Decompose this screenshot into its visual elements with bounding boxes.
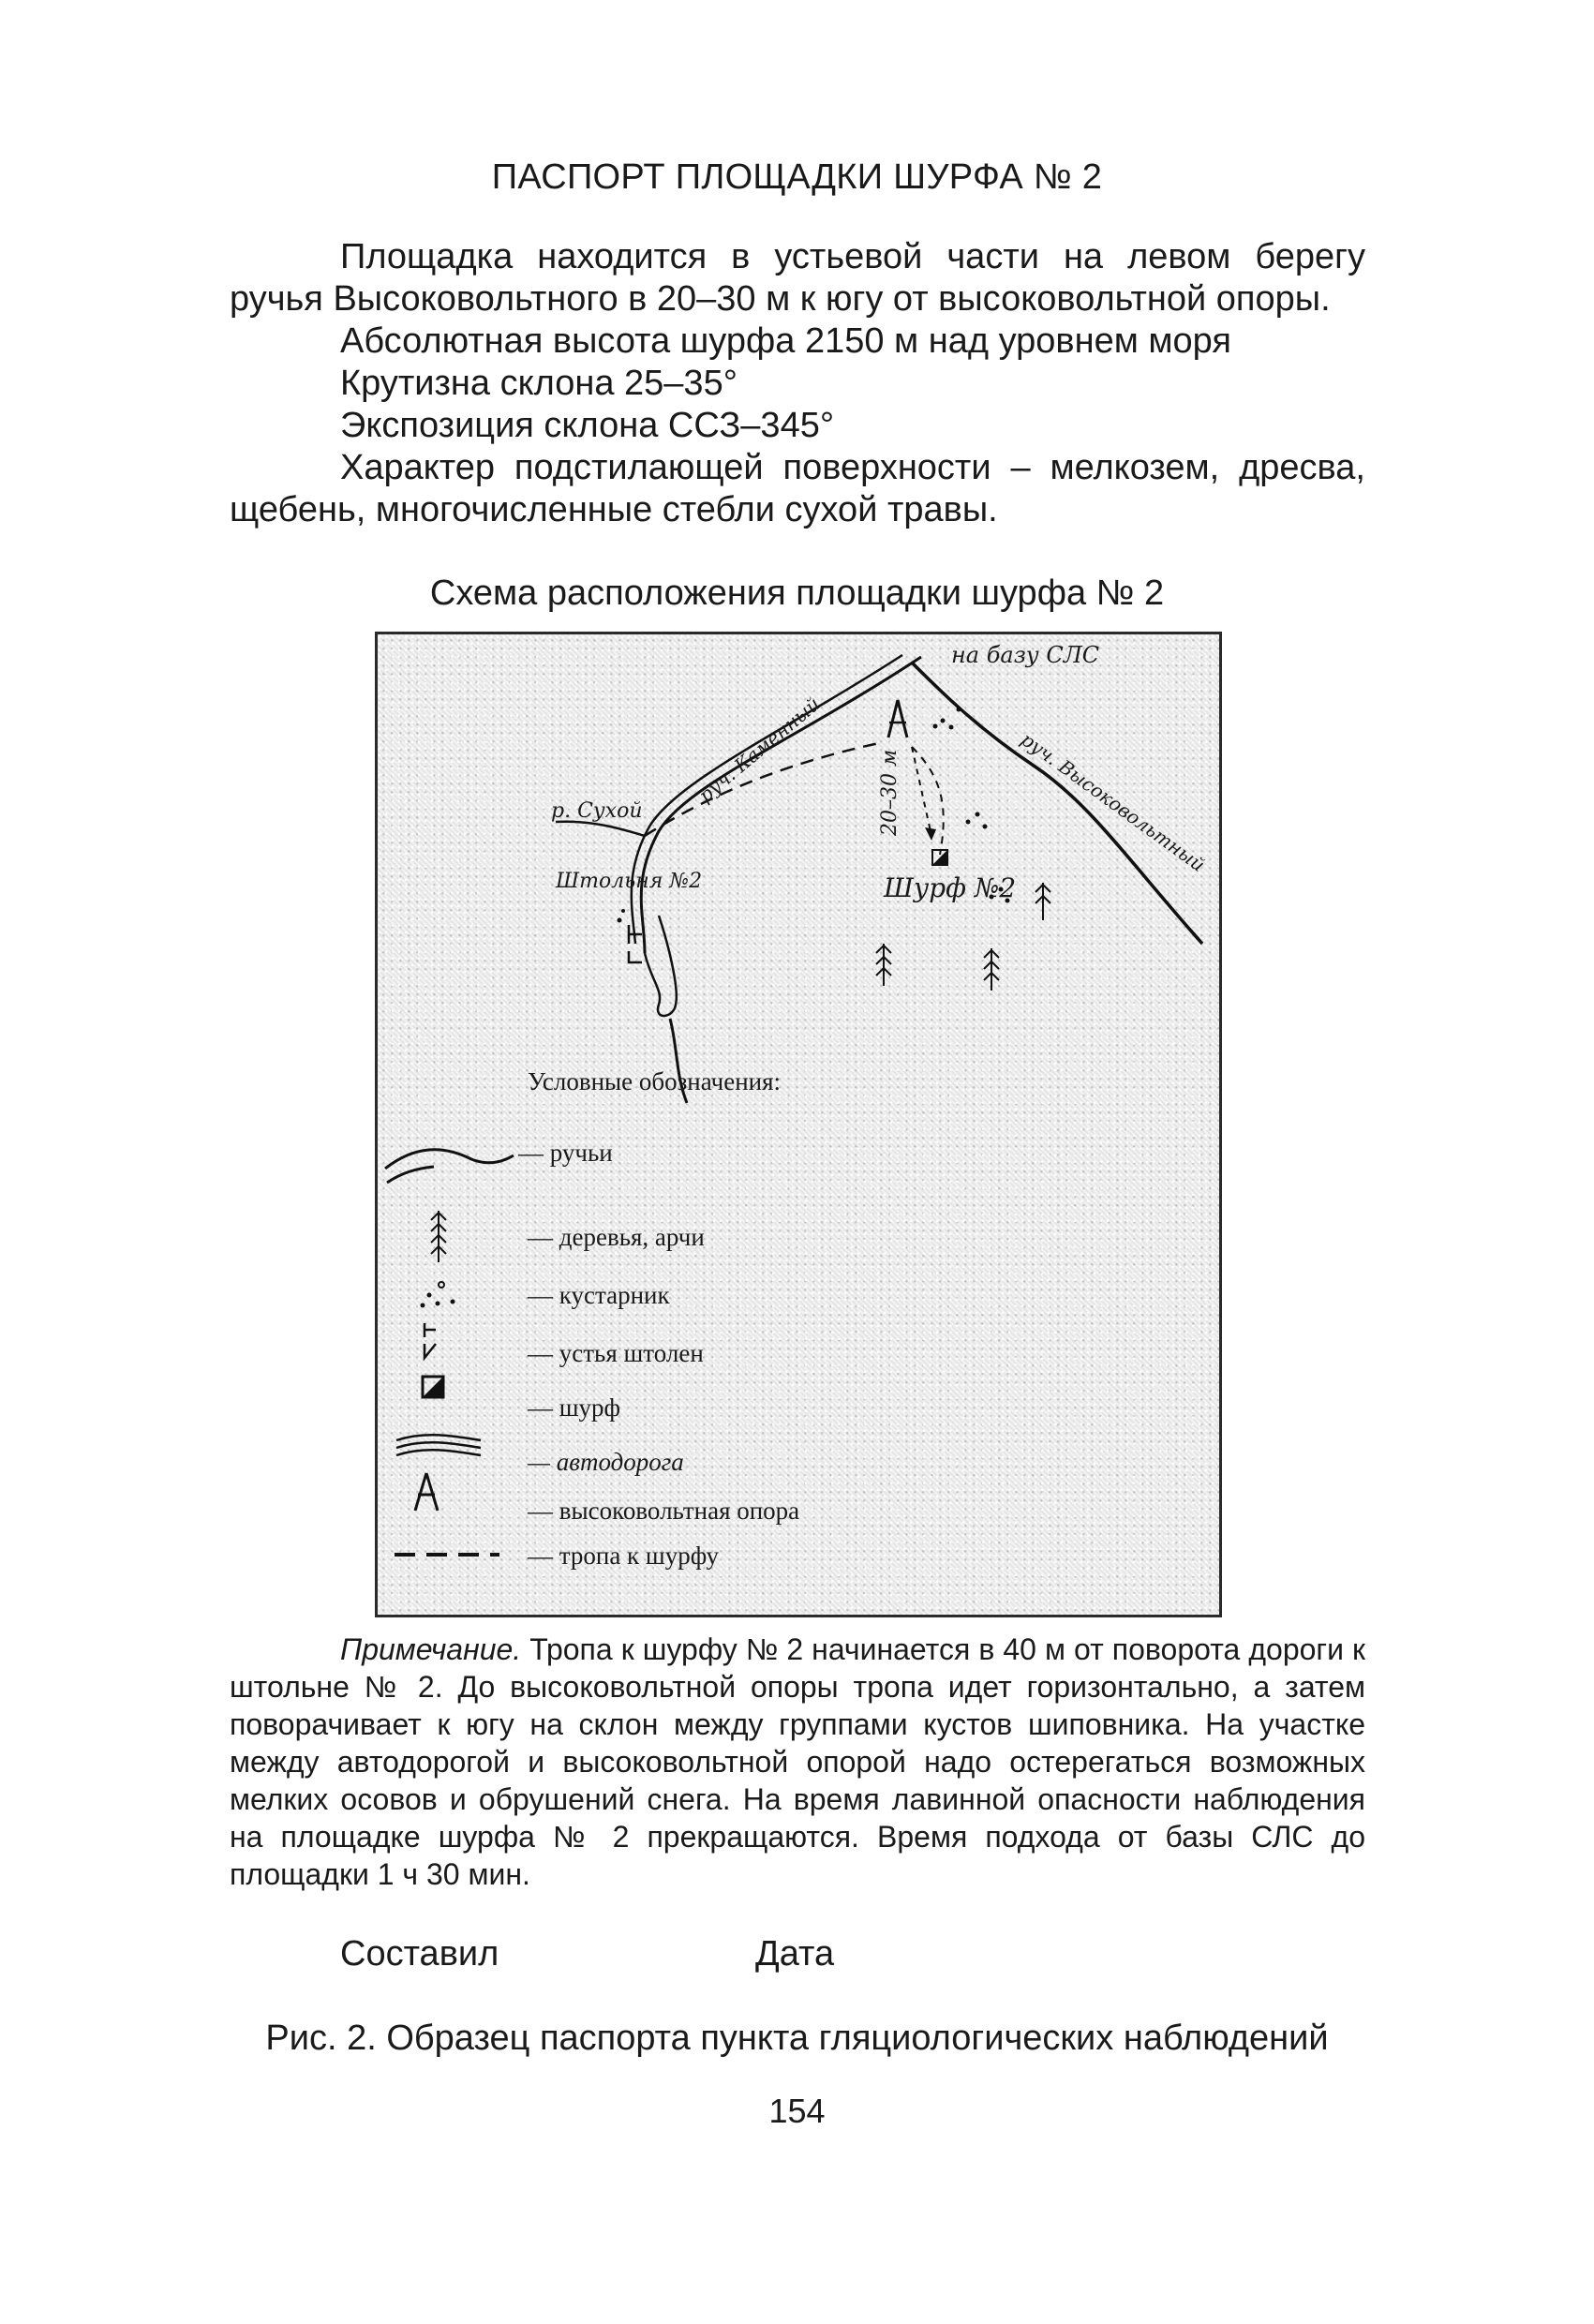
location-paragraph: Площадка находится в устьевой части на левом берегу ручья Высоковольтного в 20–30 м к югу от высоковольтной опоры. [230, 237, 1365, 319]
figure-caption: Рис. 2. Образец паспорта пункта гляциологических наблюдений [265, 2019, 1329, 2058]
page-number: 154 [768, 2092, 826, 2130]
altitude-line: Абсолютная высота шурфа 2150 м над уровнем моря [340, 321, 1231, 361]
legend-stream-symbol [385, 1150, 514, 1183]
distance-arrow [912, 747, 931, 831]
legend-trail: — тропа к шурфу [528, 1542, 720, 1570]
map-drawing [378, 634, 1219, 1615]
legend-tree-symbol [431, 1211, 446, 1262]
vysokovoltny-label: руч. Высоковольтный [1017, 727, 1210, 876]
legend-heading: Условные обозначения: [528, 1067, 782, 1095]
road-line [632, 655, 902, 944]
sukhoy-stream-line [556, 822, 645, 836]
distance-label: 20–30 м [878, 749, 901, 836]
note-label: Примечание. [340, 1632, 522, 1666]
legend-road-symbol [396, 1435, 481, 1455]
shurf-label: Шурф №2 [884, 872, 1017, 903]
date-label: Дата [755, 1934, 835, 1974]
surface-paragraph: Характер подстилающей поверхности – мелкозем, дресва, щебень, многочисленные стебли сухой травы. [230, 448, 1365, 529]
location-map [375, 632, 1222, 1617]
page-title: ПАСПОРТ ПЛОЩАДКИ ШУРФА № 2 [491, 157, 1103, 197]
legend-streams: — ручьи [518, 1139, 613, 1167]
legend-bushes: — кустарник [528, 1281, 670, 1309]
description-block [230, 236, 1365, 531]
schema-title: Схема расположения площадки шурфа № 2 [429, 574, 1165, 613]
distance-arrowhead [925, 827, 936, 841]
legend-pylon-symbol [415, 1473, 438, 1511]
note-block [230, 1631, 1365, 1893]
slope-steepness-line: Крутизна склона 25–35° [340, 364, 737, 403]
slope-exposure-line: Экспозиция склона ССЗ–345° [340, 406, 835, 445]
trail-to-shurf [912, 747, 944, 855]
legend-bush-symbol [421, 1282, 455, 1308]
shtolnya-label: Штольня №2 [556, 870, 703, 893]
legend-adit-symbol [425, 1323, 436, 1358]
note-text: Тропа к шурфу № 2 начинается в 40 м от поворота дороги к штольне № 2. До высоковольтной опоры тропа идет горизонтально, а затем поворачивает к югу на склон между группами кустов шиповника. На участке между автодорогой и высоковольтной опорой надо остерегаться возможных мелких осовов и обрушений снега. На время лавинной опасности наблюдения на площадке шурфа № 2 прекращаются. Время подхода от базы СЛС до площадки 1 ч 30 мин. [230, 1632, 1365, 1891]
kamenny-label: руч. Каменный [693, 693, 825, 807]
legend-road: — автодорога [528, 1448, 684, 1476]
legend-shurf: — шурф [528, 1393, 621, 1422]
sukhoy-label: р. Сухой [551, 799, 643, 823]
pylon-symbol [888, 700, 907, 737]
compiled-by-label: Составил [340, 1934, 499, 1974]
to-base-label: на базу СЛС [951, 642, 1100, 668]
legend-shurf-symbol [423, 1377, 443, 1397]
legend-pylon: — высоковольтная опора [528, 1497, 800, 1525]
adit-loop [645, 916, 677, 1016]
legend-trees: — деревья, арчи [528, 1223, 705, 1251]
legend-adit: — устья штолен [528, 1339, 704, 1367]
